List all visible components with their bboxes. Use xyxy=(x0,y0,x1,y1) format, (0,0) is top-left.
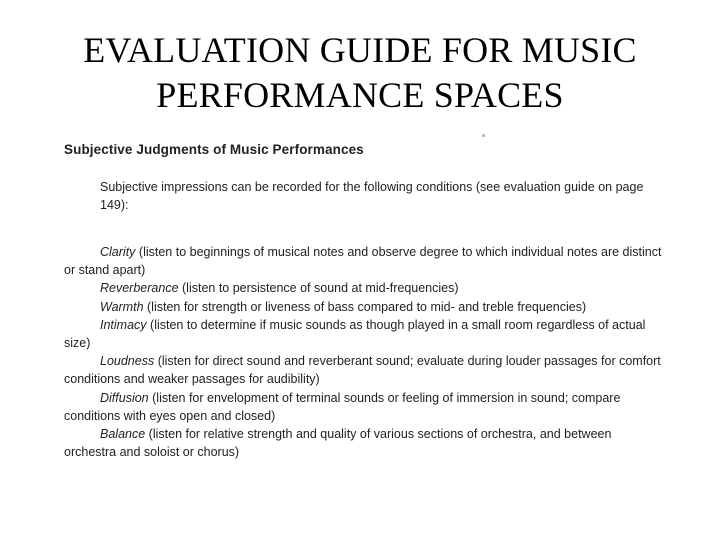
condition-description: (listen for relative strength and quality of various sections of orchestra, and between orchestra and soloist or chorus) xyxy=(64,427,612,460)
condition-term: Reverberance xyxy=(100,281,179,296)
condition-description: (listen to persistence of sound at mid-frequencies) xyxy=(182,281,459,296)
condition-term: Clarity xyxy=(100,245,136,259)
condition-description: (listen to determine if music sounds as though played in a small room regardless of actual size) xyxy=(64,317,646,351)
condition-description: (listen to beginnings of musical notes and observe degree to which individual notes are distinct or stand apart) xyxy=(64,245,662,278)
condition-description: (listen for envelopment of terminal sounds or feeling of immersion in sound; compare conditions with eyes open and closed) xyxy=(64,390,621,423)
condition-item xyxy=(64,352,662,388)
condition-item xyxy=(64,389,662,425)
scanned-excerpt xyxy=(58,128,662,524)
condition-item xyxy=(64,243,662,279)
excerpt-intro xyxy=(64,178,660,214)
condition-term: Warmth xyxy=(100,299,144,314)
slide-title-line-2: PERFORMANCE SPACES xyxy=(156,75,564,115)
slide-title xyxy=(0,28,720,118)
condition-description: (listen for direct sound and reverberant sound; evaluate during louder passages for comfort conditions and weaker passages for audibility) xyxy=(64,354,661,387)
intro-text: Subjective impressions can be recorded for the following conditions (see evaluation guide on page 149): xyxy=(100,180,644,212)
condition-term: Balance xyxy=(100,427,146,442)
condition-term: Diffusion xyxy=(100,390,149,405)
condition-item xyxy=(64,316,662,352)
scan-speck xyxy=(482,134,485,137)
condition-term: Intimacy xyxy=(100,317,147,332)
condition-item xyxy=(64,298,662,316)
excerpt-heading: Subjective Judgments of Music Performances xyxy=(64,142,364,157)
condition-item xyxy=(64,279,662,297)
condition-description: (listen for strength or liveness of bass compared to mid- and treble frequencies) xyxy=(147,299,587,314)
slide-title-line-1: EVALUATION GUIDE FOR MUSIC xyxy=(83,30,637,70)
condition-term: Loudness xyxy=(100,354,155,369)
condition-item xyxy=(64,425,662,461)
conditions-list xyxy=(64,243,662,461)
